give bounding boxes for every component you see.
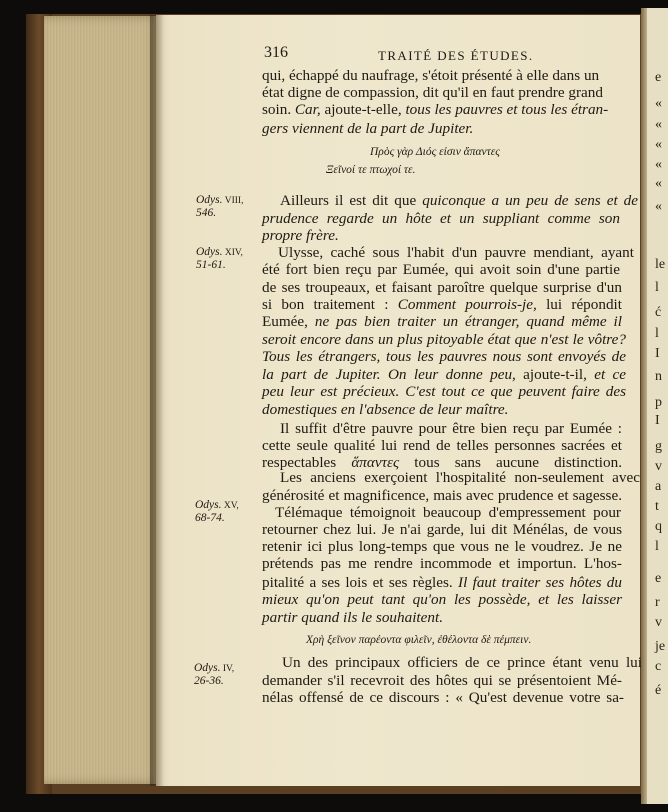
text-line — [262, 262, 620, 277]
greek-verse-line — [370, 147, 668, 159]
greek-verse-line — [326, 165, 668, 177]
italic-segment: Car, — [294, 101, 321, 118]
text-segment: tous sans aucune distinction. — [399, 454, 622, 471]
italic-segment: Tous les étrangers, tous les pauvres nous sont envoyés de — [262, 348, 626, 365]
facing-page-glyph: ć — [655, 305, 662, 320]
facing-page-glyph: « — [655, 117, 662, 132]
text-segment: Χρὴ ξεῖνον παρέοντα φιλεῖν, ἐθέλοντα δὲ πέμπειν. — [306, 634, 532, 646]
text-line — [262, 455, 622, 470]
facing-page-glyph: l — [655, 280, 659, 295]
facing-page-glyph: « — [655, 137, 662, 152]
citation-work: Odys. — [196, 246, 223, 258]
italic-segment: domestiques en l'absence de leur maître. — [262, 401, 509, 418]
facing-page-glyph: g — [655, 439, 662, 454]
text-line — [282, 655, 642, 670]
text-segment — [381, 366, 388, 383]
text-line — [262, 690, 624, 705]
text-line — [275, 505, 621, 520]
citation-book: XV, — [221, 501, 239, 511]
italic-segment: et les laisser — [538, 591, 622, 608]
text-segment: générosité et magnificence, mais avec prudence et sagesse. — [262, 487, 622, 504]
text-line — [262, 539, 622, 554]
facing-page-glyph: « — [655, 176, 662, 191]
citation-lines: 546. — [196, 206, 217, 219]
italic-segment: mieux qu'on peut tant qu'on les possède, — [262, 591, 531, 608]
page-number: 316 — [264, 44, 288, 61]
text-line — [278, 245, 634, 260]
italic-segment: peu leur est précieux. — [262, 383, 400, 400]
text-line — [262, 297, 622, 312]
facing-page-edge — [641, 8, 647, 804]
text-line — [262, 332, 626, 347]
citation-work: Odys. — [196, 194, 223, 206]
facing-page-glyph: é — [655, 683, 662, 698]
citation-lines: 26-36. — [194, 674, 224, 687]
facing-page-glyph: l — [655, 326, 659, 341]
facing-page-glyph: a — [655, 479, 662, 494]
text-segment: soin. — [262, 101, 295, 118]
text-segment: pitalité a ses lois et ses règles. — [262, 574, 459, 591]
italic-segment: Il faut traiter ses hôtes du — [458, 574, 622, 591]
text-segment: Eumée, — [262, 313, 315, 330]
italic-segment: quiconque a un peu de sens et de — [422, 192, 638, 209]
italic-segment: Comment pourrois-je, — [397, 296, 537, 313]
margin-citation — [196, 246, 243, 271]
text-segment: Il suffit d'être pauvre pour être bien reçu par Eumée : — [280, 420, 622, 437]
text-line — [262, 575, 622, 590]
citation-work: Odys. — [195, 499, 222, 511]
facing-page-glyph: I — [655, 413, 660, 428]
italic-segment: ἅπαντες — [351, 454, 400, 471]
text-line — [280, 193, 638, 208]
text-segment: Ξεῖνοί τε πτωχοί τε. — [326, 164, 416, 176]
text-line — [262, 314, 622, 329]
italic-segment: C'est tout ce que peuvent faire des — [405, 383, 627, 400]
text-segment: Télémaque témoignoit beaucoup d'empressement pour — [275, 504, 621, 521]
text-line — [262, 438, 622, 453]
text-line — [262, 211, 620, 226]
text-segment: été fort bien reçu par Eumée, qui avoit soin d'une partie — [262, 261, 620, 278]
italic-segment: gers viennent de la part de Jupiter. — [262, 120, 474, 137]
text-segment: Les anciens exerçoient l'hospitalité non-seulement avec — [280, 469, 640, 486]
facing-page-glyph: « — [655, 96, 662, 111]
text-segment: demander s'il recevroit des hôtes qui se présentoient Mé- — [262, 672, 622, 689]
facing-page-glyph: le — [655, 257, 666, 272]
text-segment: respectables — [262, 454, 352, 471]
text-segment: nélas offensé de ce discours : « Qu'est devenue votre sa- — [262, 689, 624, 706]
facing-page-glyph: je — [655, 639, 666, 654]
text-segment: qui, échappé du naufrage, s'étoit présenté à elle dans un — [262, 67, 600, 84]
citation-book: XIV, — [222, 248, 243, 258]
text-line — [262, 556, 622, 571]
gutter-shadow — [150, 15, 164, 786]
running-title: TRAITÉ DES ÉTUDES. — [378, 48, 534, 63]
text-segment: de ses troupeaux, et faisant paroître quelque surprise d'un — [262, 279, 622, 296]
italic-segment: et ce — [594, 366, 626, 383]
text-segment: Πρὸς γὰρ Διός εἰσιν ἅπαντες — [370, 146, 500, 158]
margin-citation — [196, 194, 243, 219]
text-segment: état digne de compassion, dit qu'il en faut prendre grand — [262, 84, 603, 101]
facing-page-glyph: q — [655, 519, 662, 534]
facing-page-glyph: « — [655, 199, 662, 214]
text-line — [262, 488, 622, 503]
text-segment: ajoute-t-il, — [515, 366, 595, 383]
text-segment: Un des principaux officiers de ce prince étant venu lui — [282, 654, 642, 671]
text-line — [262, 610, 622, 625]
facing-page-glyph: t — [655, 499, 659, 514]
facing-page-glyph: l — [655, 539, 659, 554]
text-segment: retourner chez lui. Je n'ai garde, lui dit Ménélas, de vous — [262, 521, 622, 538]
facing-page-glyph: c — [655, 659, 662, 674]
text-segment: Ulysse, caché sous l'habit d'un pauvre mendiant, ayant — [278, 244, 634, 261]
text-line — [262, 522, 622, 537]
italic-segment: propre frère. — [262, 227, 339, 244]
text-line — [262, 121, 622, 136]
text-line — [280, 470, 640, 485]
text-segment: retenir ici plus long-temps que vous ne le voudrez. Je ne — [262, 538, 622, 555]
page-edges — [44, 16, 160, 784]
text-line — [262, 101, 609, 118]
text-line — [262, 402, 622, 417]
facing-page-glyph: I — [655, 346, 660, 361]
italic-segment: ne pas bien traiter un étranger, quand même il — [314, 313, 622, 330]
facing-page-strip — [641, 8, 668, 804]
italic-segment: On leur donne peu, — [387, 366, 516, 383]
italic-segment: la part de Jupiter. — [262, 366, 381, 383]
text-segment: cette seule qualité lui rend de telles personnes sacrées et — [262, 437, 622, 454]
citation-lines: 68-74. — [195, 511, 225, 524]
facing-page-glyph: v — [655, 459, 662, 474]
facing-page-glyph: « — [655, 157, 662, 172]
margin-citation — [195, 499, 239, 524]
facing-page-glyph: v — [655, 615, 662, 630]
text-line — [262, 592, 622, 607]
text-line — [262, 384, 626, 399]
facing-page-glyph: n — [655, 369, 662, 384]
text-segment: ajoute-t-elle, — [320, 101, 406, 118]
italic-segment: prudence regarde un hôte et un suppliant comme son — [262, 210, 620, 227]
citation-lines: 51-61. — [196, 258, 226, 271]
facing-page-glyph: p — [655, 395, 662, 410]
text-line — [262, 673, 622, 688]
italic-segment: seroit encore dans un plus pitoyable état que n'est le vôtre? — [262, 331, 626, 348]
text-line — [262, 349, 626, 364]
citation-book: IV, — [220, 664, 235, 674]
italic-segment: tous les pauvres et tous les étran- — [405, 101, 609, 118]
text-segment: Ailleurs il est dit que — [280, 192, 423, 209]
citation-book: VIII, — [222, 196, 244, 206]
text-segment: si bon traitement : — [262, 296, 398, 313]
facing-page-glyph: r — [655, 595, 660, 610]
text-line — [262, 84, 603, 101]
text-line — [280, 421, 622, 436]
facing-page-glyph: e — [655, 70, 662, 85]
greek-verse-line — [306, 635, 666, 647]
text-line — [262, 67, 600, 84]
text-line — [262, 280, 622, 295]
text-segment: lui répondit — [536, 296, 623, 313]
text-segment: prétends pas me rendre incommode et importun. L'hos- — [262, 555, 622, 572]
facing-page-glyph: e — [655, 571, 662, 586]
italic-segment: partir quand ils le souhaitent. — [262, 609, 443, 626]
text-line — [262, 367, 626, 382]
text-line — [262, 228, 622, 243]
citation-work: Odys. — [194, 662, 221, 674]
margin-citation — [194, 662, 234, 687]
